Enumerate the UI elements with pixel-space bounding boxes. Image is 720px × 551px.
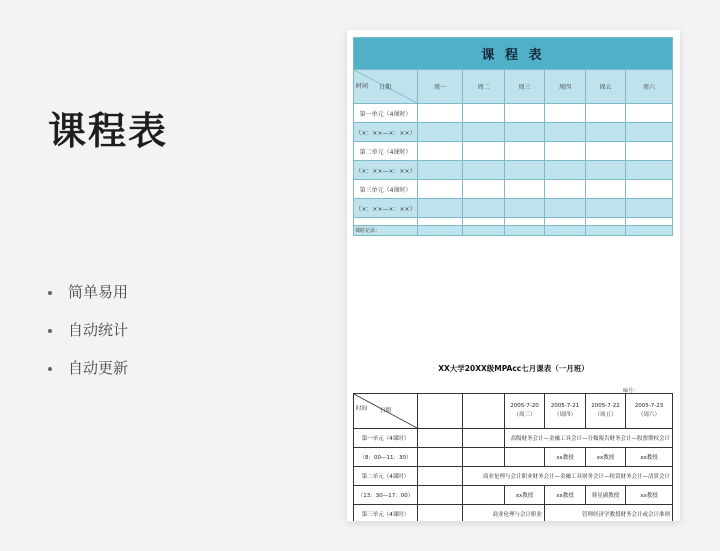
row-label: （×：××—×：××） (354, 161, 418, 180)
teacher-cell: xx教授 (545, 448, 586, 467)
bullet-icon (48, 367, 52, 371)
table-row (354, 142, 673, 161)
feature-item (48, 358, 128, 396)
teacher-cell: xx教授 (626, 486, 673, 505)
day-header: 周一 (418, 70, 463, 104)
row-label: 第三单元（4课时） (354, 180, 418, 199)
row-label: 第二单元（4课时） (354, 467, 418, 486)
row-label: （×：××—×：××） (354, 199, 418, 218)
course-cell: 商业伦理与会计职业财务会计—金融工具财务会计—租赁财务会计—清算会计 (463, 467, 673, 486)
weekday-text: （周三） (513, 412, 536, 418)
course-cell: 高级财务会计—金融工具会计—分類報告财务会计—股票期权会计 (505, 429, 673, 448)
row-label: 第二单元（4课时） (354, 142, 418, 161)
date-header (586, 394, 626, 429)
template-preview (347, 30, 680, 521)
day-header: 周二 (463, 70, 505, 104)
schedule-table-colored (353, 37, 673, 236)
date-text: 2005-7-23 (634, 403, 664, 409)
day-header: 周六 (626, 70, 673, 104)
date-header (505, 394, 545, 429)
feature-label: 简单易用 (68, 283, 129, 301)
feature-list (48, 282, 128, 396)
row-label: （×：××—×：××） (354, 123, 418, 142)
feature-label: 自动统计 (68, 321, 129, 339)
table-row (354, 180, 673, 199)
corner-date-label: 日期 (378, 84, 391, 91)
table-row (354, 226, 673, 236)
teacher-cell: xx教授 (586, 448, 626, 467)
weekday-text: （周五） (594, 412, 617, 418)
table-row (354, 104, 673, 123)
teacher-cell: xx教授 (545, 486, 586, 505)
course-cell: 商业伦理与会计职业 (463, 505, 545, 522)
table-row (354, 161, 673, 180)
note-label: 课时记录： (354, 226, 418, 236)
table-row (354, 505, 673, 522)
teacher-cell: 韩星副教授 (586, 486, 626, 505)
reference-label: 编号: (623, 388, 635, 394)
feature-label: 自动更新 (68, 359, 129, 377)
teacher-cell: xx教授 (626, 448, 673, 467)
bullet-icon (48, 291, 52, 295)
corner-header (354, 394, 418, 429)
date-text: 2005-7-20 (510, 403, 539, 409)
feature-item (48, 320, 128, 358)
corner-time-label: 时间 (356, 83, 369, 90)
row-label: 第三单元（4课时） (354, 505, 418, 522)
page-title: 课程表 (48, 109, 169, 153)
date-header (626, 394, 673, 429)
row-label: （13：30—17：00） (354, 486, 418, 505)
date-text: 2005-7-22 (591, 403, 620, 409)
teacher-cell: xx教授 (505, 486, 545, 505)
row-label: 第一单元（4课时） (354, 429, 418, 448)
course-cell: 管理经济学教授财务会计或会计准则 (545, 505, 673, 522)
table-row (354, 467, 673, 486)
table-row (354, 123, 673, 142)
schedule-title: 课 程 表 (354, 38, 673, 70)
weekday-text: （周六） (637, 412, 660, 418)
corner-header (354, 70, 418, 104)
date-header (545, 394, 586, 429)
row-label: 第一单元（4课时） (354, 104, 418, 123)
day-header: 周五 (586, 70, 626, 104)
corner-date-label: 日期 (379, 408, 391, 414)
table-row (354, 429, 673, 448)
corner-time-label: 时间 (356, 406, 368, 412)
date-text: 2005-7-21 (550, 403, 580, 409)
feature-item (48, 282, 128, 320)
schedule2-title: XX大学20XX级MPAcc七月课表（一月班） (438, 364, 589, 373)
table-row (354, 448, 673, 467)
table-row (354, 199, 673, 218)
day-header: 周四 (545, 70, 586, 104)
weekday-text: （周四） (553, 412, 576, 418)
bullet-icon (48, 329, 52, 333)
schedule-table-mpacc (353, 393, 673, 521)
day-header: 周三 (505, 70, 545, 104)
table-row (354, 486, 673, 505)
row-label: （8：00—11：30） (354, 448, 418, 467)
